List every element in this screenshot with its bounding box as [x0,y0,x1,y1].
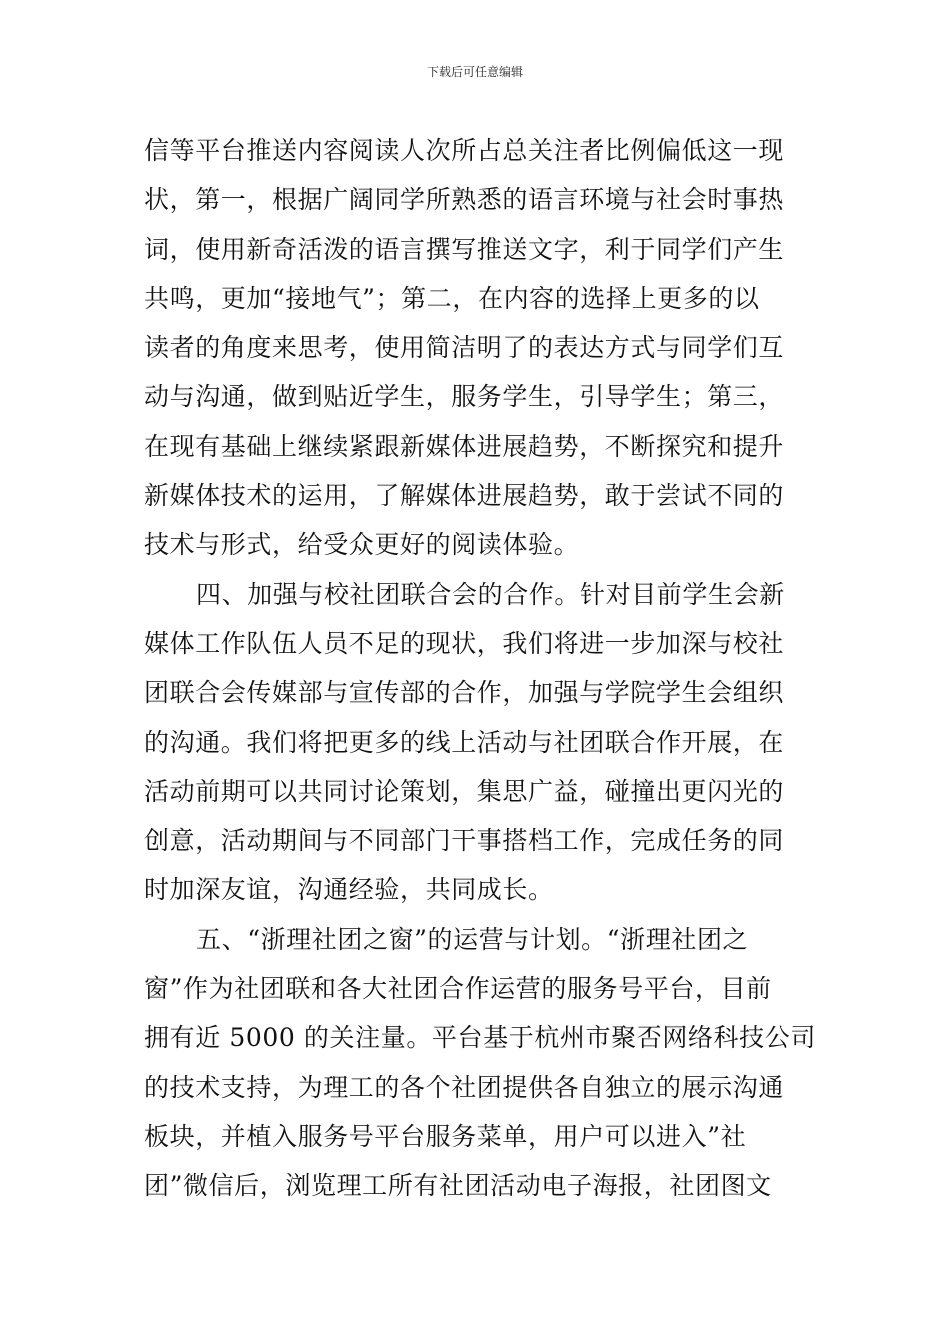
document-body [144,126,816,1211]
page-header: 下载后可任意编辑 [426,65,523,79]
text-line: 创意，活动期间与不同部门干事搭档工作，完成任务的同 [144,826,785,856]
text-line: 共鸣，更加“接地气”；第二，在内容的选择上更多的以 [144,283,760,313]
text-line: 的沟通。我们将把更多的线上活动与社团联合作开展，在 [144,727,785,757]
text-line: 新媒体技术的运用，了解媒体进展趋势，敢于尝试不同的 [144,481,785,511]
text-line: 读者的角度来思考，使用简洁明了的表达方式与同学们互 [144,333,785,363]
text-line: 团联合会传媒部与宣传部的合作，加强与学院学生会组织 [144,678,785,708]
text-line: 媒体工作队伍人员不足的现状，我们将进一步加深与校社 [144,628,785,658]
text-line: 在现有基础上继续紧跟新媒体进展趋势，不断探究和提升 [144,431,785,461]
text-line: 拥有近 5000 的关注量。平台基于杭州市聚否网络科技公司 [144,1023,816,1053]
text-line: 的技术支持，为理工的各个社团提供各自独立的展示沟通 [144,1072,785,1102]
text-line: 板块，并植入服务号平台服务菜单，用户可以进入”社 [144,1121,747,1151]
text-line: 活动前期可以共同讨论策划，集思广益，碰撞出更闪光的 [144,776,785,806]
paragraph-start-line: 五、“浙理社团之窗”的运营与计划。“浙理社团之 [196,924,749,954]
text-line: 技术与形式，给受众更好的阅读体验。 [144,530,580,560]
text-line: 词，使用新奇活泼的语言撰写推送文字，利于同学们产生 [144,234,785,264]
paragraph-start-line: 四、加强与校社团联合会的合作。针对目前学生会新 [196,579,785,609]
text-line: 窗”作为社团联和各大社团合作运营的服务号平台，目前 [144,974,772,1004]
text-line: 信等平台推送内容阅读人次所占总关注者比例偏低这一现 [144,136,785,165]
text-line: 状，第一，根据广阔同学所熟悉的语言环境与社会时事热 [144,185,785,215]
text-line: 时加深友谊，沟通经验，共同成长。 [144,875,554,905]
text-line: 动与沟通，做到贴近学生，服务学生，引导学生；第三， [144,382,785,412]
text-line: 团”微信后，浏览理工所有社团活动电子海报，社团图文 [144,1171,772,1201]
